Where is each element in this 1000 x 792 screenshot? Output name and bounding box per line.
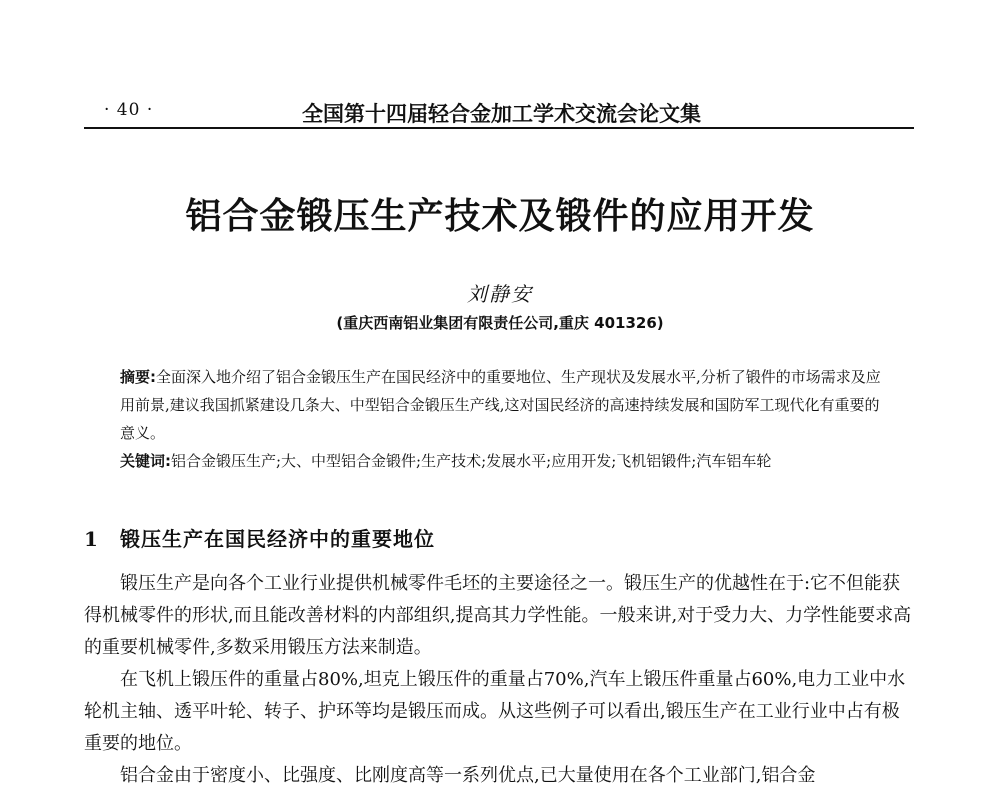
keywords	[120, 449, 910, 473]
page-number: · 40 ·	[104, 100, 154, 120]
section-title: 锻压生产在国民经济中的重要地位	[120, 527, 435, 551]
body-paragraph: 在飞机上锻压件的重量占80%,坦克上锻压件的重量占70%,汽车上锻压件重量占60%,电力工业中水轮机主轴、透平叶轮、转子、护环等均是锻压而成。从这些例子可以看出,锻压生产在工业行业中占有极重要的地位。	[84, 669, 906, 754]
article-title: 铝合金锻压生产技术及锻件的应用开发	[185, 195, 815, 237]
abstract-text: 全面深入地介绍了铝合金锻压生产在国民经济中的重要地位、生产现状及发展水平,分析了锻件的市场需求及应用前景,建议我国抓紧建设几条大、中型铝合金锻压生产线,这对国民经济的高速持续发展和国防军工现代化有重要的意义。	[120, 368, 881, 442]
section-body	[84, 568, 914, 792]
running-header	[84, 96, 914, 126]
keywords-text: 铝合金锻压生产;大、中型铝合金锻件;生产技术;发展水平;应用开发;飞机铝锻件;汽车铝车轮	[171, 452, 772, 470]
header-rule	[84, 127, 914, 129]
keywords-label: 关键词:	[120, 452, 171, 470]
abstract-label: 摘要:	[120, 368, 156, 386]
author-affiliation: (重庆西南铝业集团有限责任公司,重庆 401326)	[336, 314, 664, 332]
body-paragraph: 锻压生产是向各个工业行业提供机械零件毛坯的主要途径之一。锻压生产的优越性在于:它不但能获得机械零件的形状,而且能改善材料的内部组织,提高其力学性能。一般来讲,对于受力大、力学性能要求高的重要机械零件,多数采用锻压方法来制造。	[84, 573, 912, 658]
abstract	[120, 363, 890, 447]
series-title: 全国第十四届轻合金加工学术交流会论文集	[302, 102, 701, 126]
section-number: 1	[84, 527, 99, 551]
author-name: 刘静安	[467, 282, 533, 306]
section-heading	[84, 523, 914, 552]
body-paragraph: 铝合金由于密度小、比强度、比刚度高等一系列优点,已大量使用在各个工业部门,铝合金	[120, 765, 816, 786]
